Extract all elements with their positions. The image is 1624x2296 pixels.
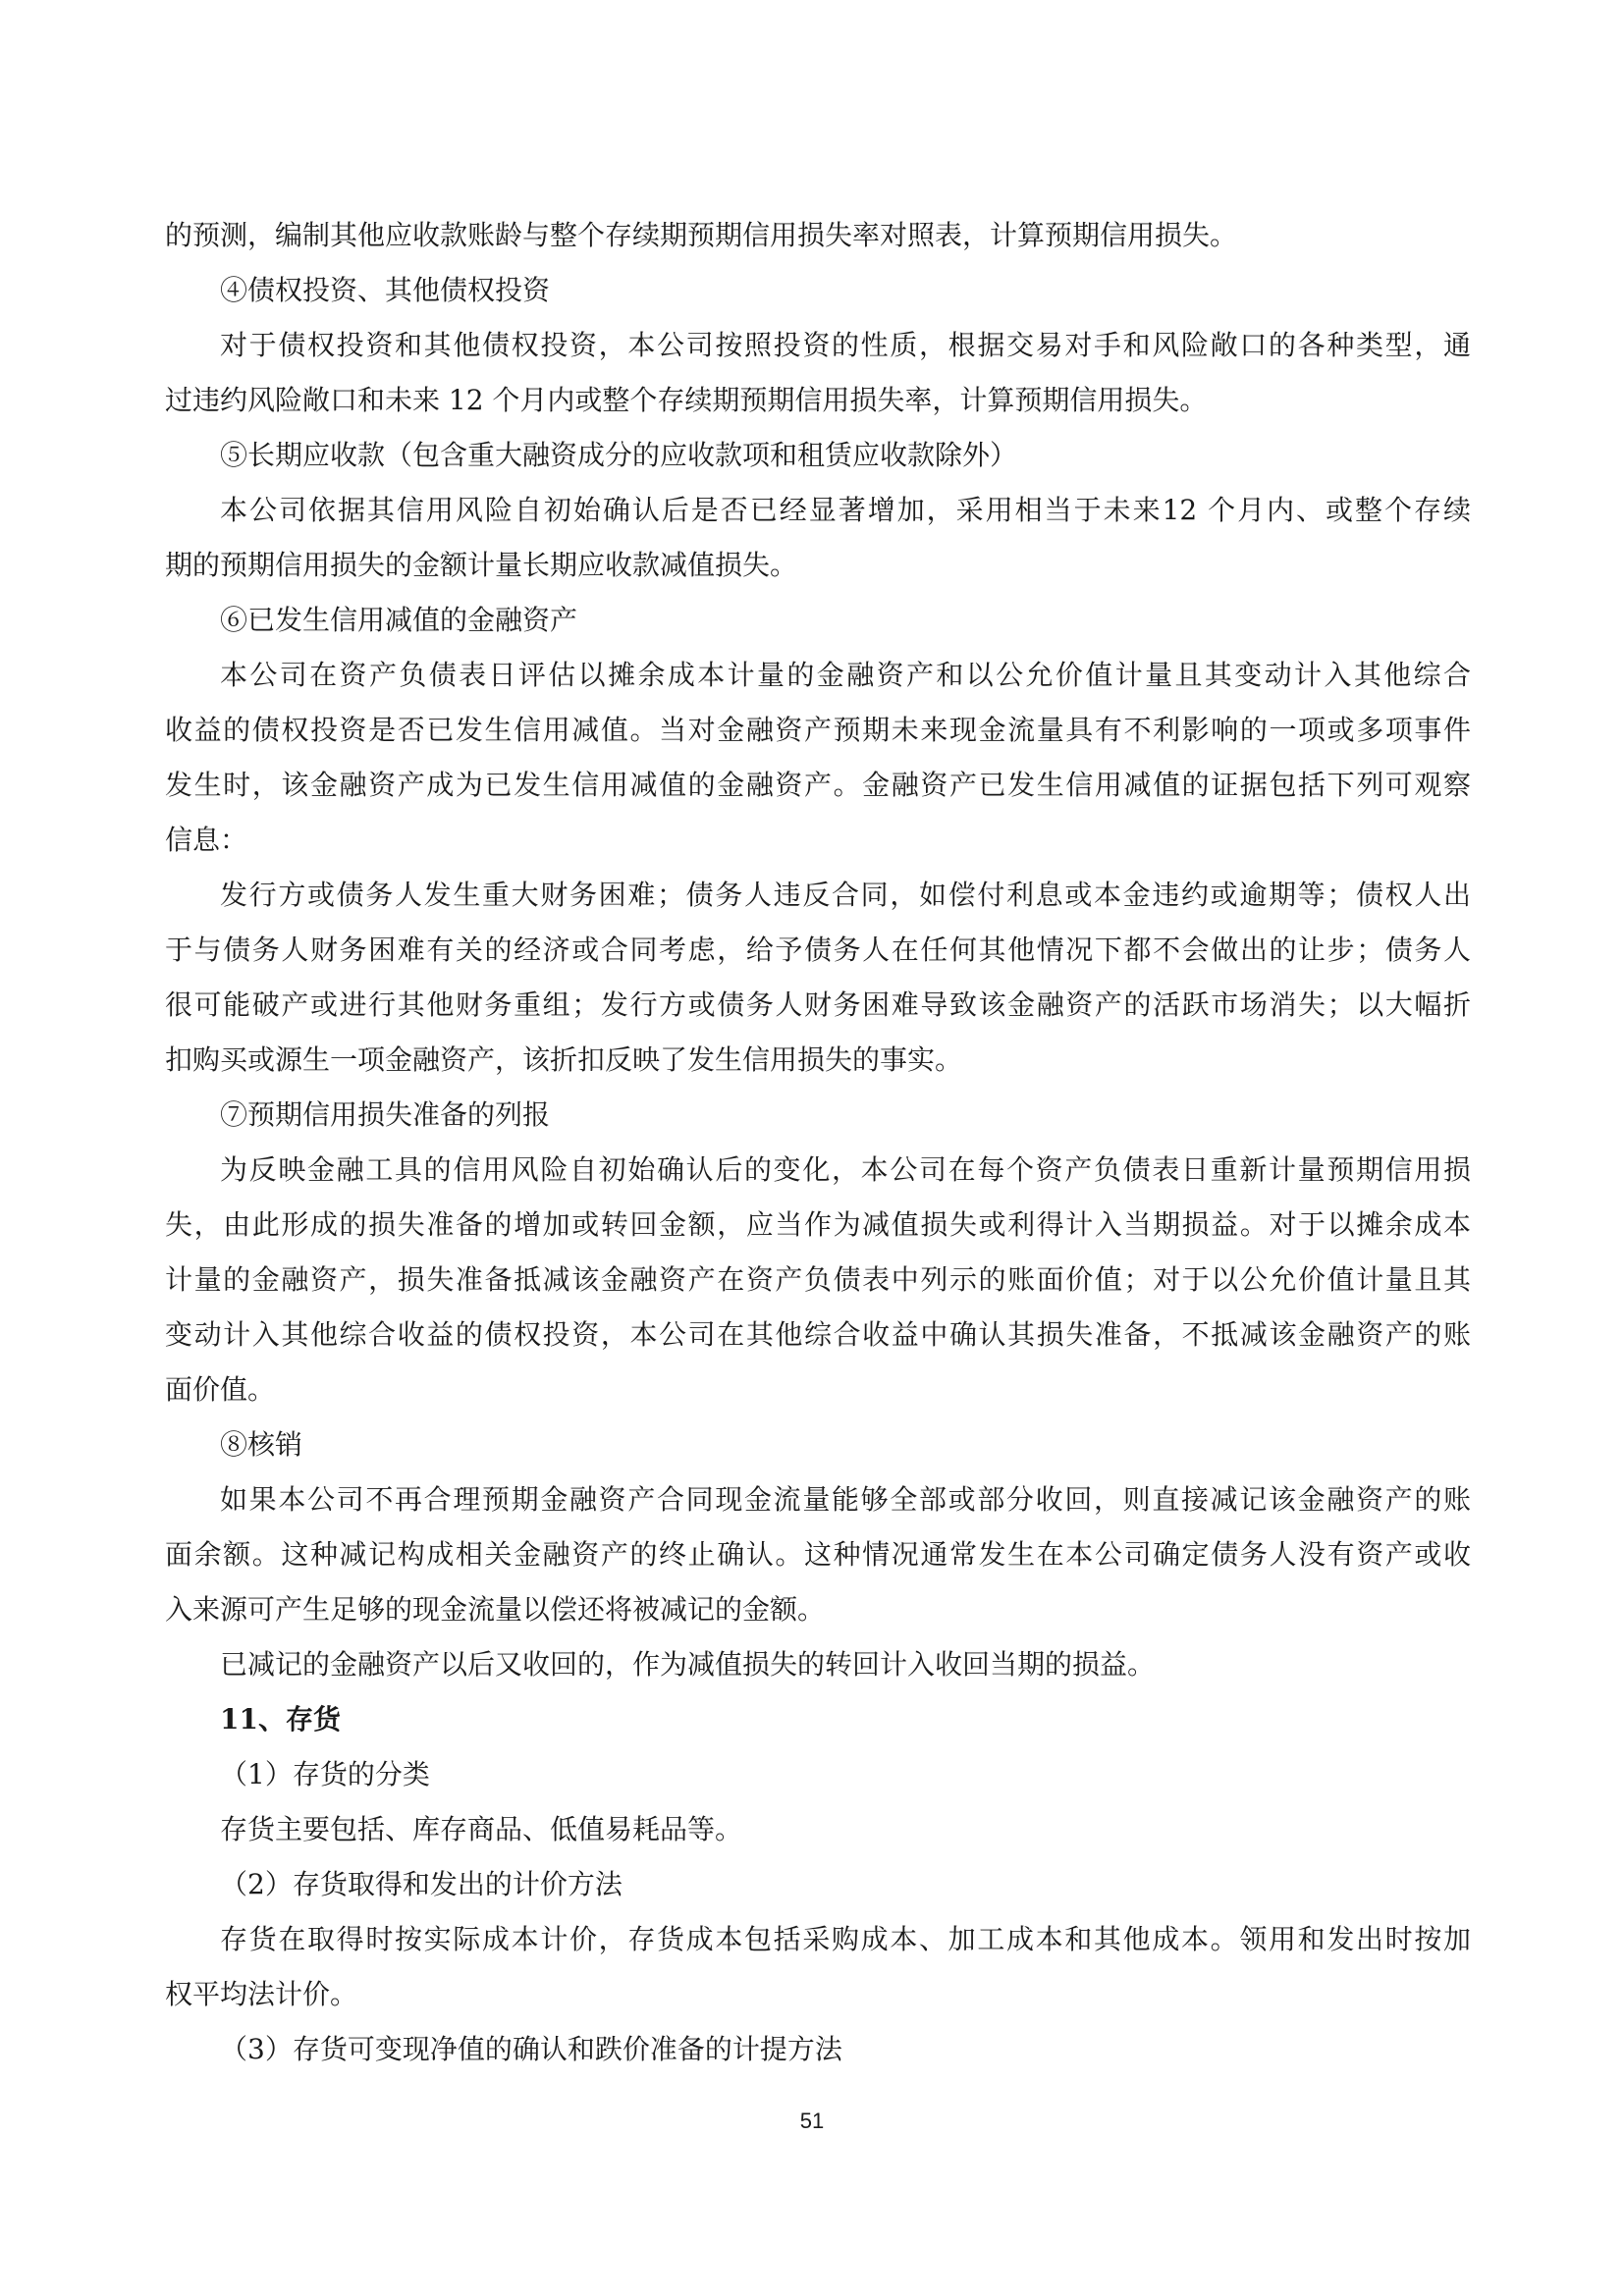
text-line: ⑦预期信用损失准备的列报 xyxy=(220,1098,551,1131)
text-line: 本公司在资产负债表日评估以摊余成本计量的金融资产和以公允价值计量且其变动计入其他综合 xyxy=(220,659,1471,691)
document-body xyxy=(165,208,1471,2077)
text-line: 于与债务人财务困难有关的经济或合同考虑，给予债务人在任何其他情况下都不会做出的让步；债务人 xyxy=(165,934,1471,966)
text-line: 入来源可产生足够的现金流量以偿还将被减记的金额。 xyxy=(165,1593,826,1626)
text-line: 存货在取得时按实际成本计价，存货成本包括采购成本、加工成本和其他成本。领用和发出时按加 xyxy=(220,1923,1471,1955)
section-heading: 11、存货 xyxy=(220,1703,341,1735)
text-line: ⑧核销 xyxy=(220,1428,303,1461)
text-line: 对于债权投资和其他债权投资，本公司按照投资的性质，根据交易对手和风险敞口的各种类型，通 xyxy=(220,329,1471,361)
text-line: 已减记的金融资产以后又收回的，作为减值损失的转回计入收回当期的损益。 xyxy=(220,1648,1156,1681)
text-line: 变动计入其他综合收益的债权投资，本公司在其他综合收益中确认其损失准备，不抵减该金融资产的账 xyxy=(165,1318,1471,1351)
text-line: 发生时，该金融资产成为已发生信用减值的金融资产。金融资产已发生信用减值的证据包括下列可观察 xyxy=(165,769,1471,801)
text-line: 面余额。这种减记构成相关金融资产的终止确认。这种情况通常发生在本公司确定债务人没有资产或收 xyxy=(165,1538,1471,1571)
text-line: （1）存货的分类 xyxy=(220,1758,430,1790)
text-line: 存货主要包括、库存商品、低值易耗品等。 xyxy=(220,1813,743,1845)
text-line: 权平均法计价。 xyxy=(165,1978,358,2010)
text-line: 如果本公司不再合理预期金融资产合同现金流量能够全部或部分收回，则直接减记该金融资产的账 xyxy=(220,1483,1471,1516)
text-line: （3）存货可变现净值的确认和跌价准备的计提方法 xyxy=(220,2033,842,2065)
text-line: ⑤长期应收款（包含重大融资成分的应收款项和租赁应收款除外） xyxy=(220,439,1018,471)
text-line: 面价值。 xyxy=(165,1373,276,1406)
text-line: 的预测，编制其他应收款账龄与整个存续期预期信用损失率对照表，计算预期信用损失。 xyxy=(165,219,1238,251)
text-line: 信息： xyxy=(165,824,248,856)
text-line: 收益的债权投资是否已发生信用减值。当对金融资产预期未来现金流量具有不利影响的一项或多项事件 xyxy=(165,714,1471,746)
text-line: ④债权投资、其他债权投资 xyxy=(220,274,551,306)
text-line: 扣购买或源生一项金融资产，该折扣反映了发生信用损失的事实。 xyxy=(165,1043,963,1076)
text-line: ⑥已发生信用减值的金融资产 xyxy=(220,604,578,636)
text-line: 计量的金融资产，损失准备抵减该金融资产在资产负债表中列示的账面价值；对于以公允价值计量且其 xyxy=(165,1263,1471,1296)
text-line: 过违约风险敞口和未来 12 个月内或整个存续期预期信用损失率，计算预期信用损失。 xyxy=(165,384,1208,416)
page-number: 51 xyxy=(799,2109,825,2133)
text-line: 发行方或债务人发生重大财务困难；债务人违反合同，如偿付利息或本金违约或逾期等；债权人出 xyxy=(220,879,1471,911)
text-line: 失，由此形成的损失准备的增加或转回金额，应当作为减值损失或利得计入当期损益。对于以摊余成本 xyxy=(165,1208,1471,1241)
text-line: 很可能破产或进行其他财务重组；发行方或债务人财务困难导致该金融资产的活跃市场消失；以大幅折 xyxy=(165,988,1471,1021)
text-line: 为反映金融工具的信用风险自初始确认后的变化，本公司在每个资产负债表日重新计量预期信用损 xyxy=(220,1153,1471,1186)
text-line: （2）存货取得和发出的计价方法 xyxy=(220,1868,623,1900)
text-line: 期的预期信用损失的金额计量长期应收款减值损失。 xyxy=(165,549,798,581)
text-line: 本公司依据其信用风险自初始确认后是否已经显著增加，采用相当于未来12 个月内、或整个存续 xyxy=(220,494,1471,526)
